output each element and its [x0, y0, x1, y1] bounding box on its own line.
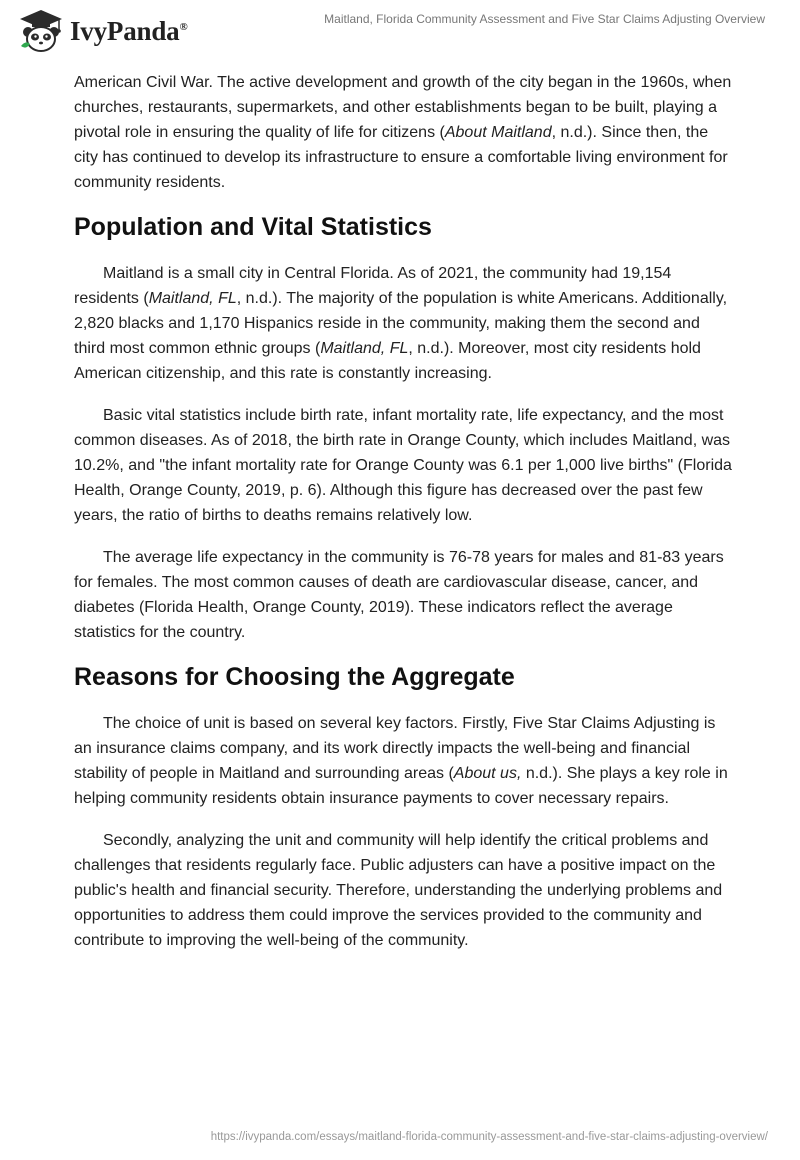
article-body — [74, 70, 734, 970]
panda-graduate-icon — [18, 8, 64, 54]
population-paragraph: Maitland is a small city in Central Florida. As of 2021, the community had 19,154 residents (Maitland, FL, n.d.). The majority of the population is white Americans. Additionally, 2,820 blacks and 1,170 Hispanics reside in the community, making them the second and third most common ethnic groups (Maitland, FL, n.d.). Moreover, most city residents hold American citizenship, and this rate is constantly increasing. — [74, 265, 728, 382]
intro-paragraph: American Civil War. The active development and growth of the city began in the 1960s, when churches, restaurants, supermarkets, and other establishments began to be built, playing a pivotal role in ensuring the quality of life for citizens (About Maitland, n.d.). Since then, the city has continued to develop its infrastructure to ensure a comfortable living environment for community residents. — [74, 74, 732, 191]
source-url-link[interactable]: https://ivypanda.com/essays/maitland-florida-community-assessment-and-five-star-claims-adjusting-overview/ — [210, 1131, 768, 1143]
section-heading-population: Population and Vital Statistics — [74, 213, 432, 241]
vital-statistics-paragraph: Basic vital statistics include birth rate, infant mortality rate, life expectancy, and the most common diseases. As of 2018, the birth rate in Orange County, which includes Maitland, was 10.2%, and "the infant mortality rate for Orange County was 6.1 per 1,000 live births" (Florida Health, Orange County, 2019, p. 6). Although this figure has decreased over the past few years, the ratio of births to deaths remains relatively low. — [74, 407, 732, 524]
document-title: Maitland, Florida Community Assessment and Five Star Claims Adjusting Overview — [324, 12, 765, 26]
brand-logo[interactable] — [18, 8, 187, 54]
section-heading-reasons: Reasons for Choosing the Aggregate — [74, 663, 515, 691]
unit-choice-paragraph: The choice of unit is based on several key factors. Firstly, Five Star Claims Adjusting is an insurance claims company, and its work directly impacts the well-being and financial stability of people in Maitland and surrounding areas (About us, n.d.). She plays a key role in helping community residents obtain insurance payments to cover necessary repairs. — [74, 715, 728, 807]
analysis-paragraph: Secondly, analyzing the unit and community will help identify the critical problems and challenges that residents regularly face. Public adjusters can have a positive impact on the public's health and financial security. Therefore, understanding the underlying problems and opportunities to address them could improve the services provided to the community and contribute to improving the well-being of the community. — [74, 832, 723, 949]
brand-name: IvyPanda® — [70, 15, 188, 46]
life-expectancy-paragraph: The average life expectancy in the community is 76-78 years for males and 81-83 years for females. The most common causes of death are cardiovascular disease, cancer, and diabetes (Florida Health, Orange County, 2019). These indicators reflect the average statistics for the country. — [74, 549, 724, 641]
